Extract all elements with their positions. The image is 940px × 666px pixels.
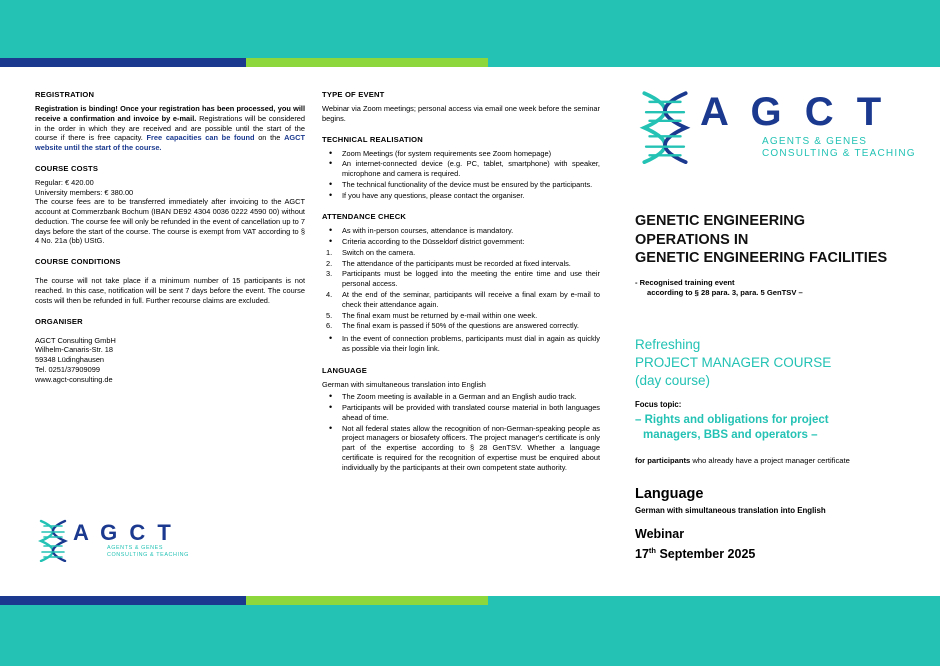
attendance-check-heading: ATTENDANCE CHECK [322, 212, 407, 222]
list-item: Switch on the camera. [342, 247, 416, 257]
left-white-margin [0, 67, 14, 596]
course-title-line-2: OPERATIONS IN [635, 231, 749, 248]
list-item: • The Zoom meeting is available in a German and an English audio track. [322, 392, 600, 402]
refreshing-course-block [635, 336, 925, 391]
top-green-bar [246, 58, 488, 67]
agct-logo-main [634, 88, 924, 168]
focus-topic-label: Focus topic: [635, 400, 682, 409]
list-item: At the end of the seminar, participants will receive a final exam by e-mail to check their attendance again. [342, 290, 600, 309]
language-heading-right: Language [635, 486, 704, 502]
list-item: The final exam is passed if 50% of the questions are answered correctly. [342, 321, 579, 331]
top-navy-bar [0, 58, 246, 67]
agct-tagline-2-main: CONSULTING & TEACHING [762, 148, 916, 159]
list-item: The final exam must be returned by e-mail within one week. [342, 310, 538, 320]
refreshing-label: Refreshing [635, 337, 701, 352]
organiser-line: AGCT Consulting GmbH [35, 335, 116, 345]
organiser-line: Tel. 0251/37909099 [35, 364, 100, 374]
event-date-suffix: th [648, 546, 656, 555]
list-item: Participants must be logged into the meeting the entire time and use their personal access. [342, 269, 600, 289]
registration-paragraph [35, 104, 305, 153]
course-conditions-heading: COURSE CONDITIONS [35, 257, 121, 267]
registration-body-text-2: on the [254, 133, 285, 143]
top-teal-bar [488, 58, 940, 67]
registration-link-capacities[interactable]: Free capacities can be found [146, 133, 255, 143]
list-item: • An internet-connected device (e.g. PC, tablet, smartphone) with speaker, microphone and camera is required. [322, 159, 600, 179]
column-registration [35, 90, 305, 384]
agct-logo-small [35, 518, 195, 564]
bottom-teal-band [0, 605, 940, 666]
costs-regular: Regular: € 420.00 [35, 177, 94, 187]
participants-note [635, 456, 927, 465]
costs-details: The course fees are to be transferred immediately after invoicing to the AGCT account at Commerzbank Bochum (IBAN DE92 4304 0036 0222 4590 00) without deduction. The course fee will only be refunded in the event of cancellation up to 7 days before the start of the course. The course is exempt from VAT according to § 4 No. 21a (bb) UStG. [35, 197, 305, 246]
course-title-line-3: GENETIC ENGINEERING FACILITIES [635, 250, 888, 267]
top-teal-band [0, 0, 940, 58]
recognition-note [635, 278, 925, 299]
list-item: • If you have any questions, please contact the organiser. [322, 191, 600, 201]
agct-tagline-2-small: CONSULTING & TEACHING [107, 552, 189, 558]
project-manager-course-label: PROJECT MANAGER COURSE [635, 355, 832, 371]
registration-body-text: Registrations will be considered in the order in which they are received and are possible until the start of the course if there is free capacity. [35, 113, 306, 143]
language-text-right: German with simultaneous translation into English [635, 506, 826, 515]
agct-letters-main: A G C T [700, 90, 888, 134]
dna-helix-icon [634, 88, 696, 164]
course-conditions-text: The course will not take place if a minimum number of 15 participants is not reached. In this case, notification will be sent 7 days before the event. The course costs will then be refunded in full. Further recourse claims are excluded. [35, 276, 305, 305]
agct-tagline-1-small: AGENTS & GENES [107, 545, 164, 551]
focus-topic-text [635, 413, 927, 443]
bottom-green-bar [246, 596, 488, 605]
participants-note-text: who already have a project manager certificate [690, 456, 850, 465]
bottom-teal-bar [488, 596, 940, 605]
recognition-note-line-2: according to § 28 para. 3, para. 5 GenTSV – [647, 288, 803, 298]
list-item: • In the event of connection problems, participants must dial in again as quickly as possible via their login link. [322, 334, 600, 354]
event-date-day: 17 [635, 547, 649, 562]
costs-university: University members: € 380.00 [35, 187, 134, 197]
organiser-website[interactable]: www.agct-consulting.de [35, 374, 113, 384]
organiser-heading: ORGANISER [35, 316, 83, 326]
dna-helix-icon [35, 518, 71, 562]
attendance-criteria-list [322, 248, 600, 331]
day-course-label: (day course) [635, 373, 711, 389]
participants-note-bold: for participants [635, 456, 691, 465]
list-item: • Not all federal states allow the recognition of non-German-speaking people as project managers or biosafety officers. The project manager's certificate is only part of the expertise according to § 28 GenTSV. Whether a language certificate is required for the recognition of expertise must be enquired about individually by the participants at their own competent state authority. [322, 424, 600, 473]
language-text: German with simultaneous translation into English [322, 379, 486, 389]
list-item: • The technical functionality of the device must be ensured by the participants. [322, 180, 600, 190]
agct-letters-small: A G C T [73, 520, 174, 545]
list-item: • Criteria according to the Düsseldorf district government: [322, 237, 600, 247]
organiser-line: 59348 Lüdinghausen [35, 355, 105, 365]
type-of-event-text: Webinar via Zoom meetings; personal access via email one week before the seminar begins. [322, 104, 600, 123]
organiser-line: Wilhelm-Canaris-Str. 18 [35, 345, 114, 355]
list-item: • As with in-person courses, attendance is mandatory. [322, 226, 600, 236]
focus-topic-line-1: – Rights and obligations for project [635, 414, 829, 426]
course-title [635, 212, 925, 268]
technical-realisation-heading: TECHNICAL REALISATION [322, 134, 423, 144]
webinar-heading: Webinar [635, 527, 685, 541]
bottom-navy-bar [0, 596, 246, 605]
list-item: The attendance of the participants must be recorded at fixed intervals. [342, 258, 571, 268]
agct-tagline-1-main: AGENTS & GENES [762, 136, 868, 147]
registration-link-website[interactable]: AGCT website until the start of the course. [35, 133, 306, 153]
language-heading: LANGUAGE [322, 365, 368, 375]
list-item: • Participants will be provided with translated course material in both languages ahead of time. [322, 403, 600, 423]
attendance-connection-note [322, 334, 600, 354]
technical-list [322, 149, 600, 201]
focus-topic-line-2: managers, BBS and operators – [643, 428, 818, 441]
list-item: • Zoom Meetings (for system requirements see Zoom homepage) [322, 149, 600, 159]
recognition-note-line-1: - Recognised training event [635, 278, 735, 287]
registration-heading: REGISTRATION [35, 90, 95, 99]
type-of-event-heading: TYPE OF EVENT [322, 90, 385, 99]
course-title-line-1: GENETIC ENGINEERING [635, 213, 805, 229]
registration-bold-text: Registration is binding! Once your registration has been processed, you will receive a confirmation and invoice by e-mail. [35, 104, 305, 123]
language-list [322, 392, 600, 472]
event-date [635, 546, 755, 561]
attendance-list [322, 226, 600, 247]
event-date-month-year: September 2025 [656, 547, 756, 562]
course-costs-heading: COURSE COSTS [35, 163, 99, 173]
column-event-details [322, 90, 600, 474]
